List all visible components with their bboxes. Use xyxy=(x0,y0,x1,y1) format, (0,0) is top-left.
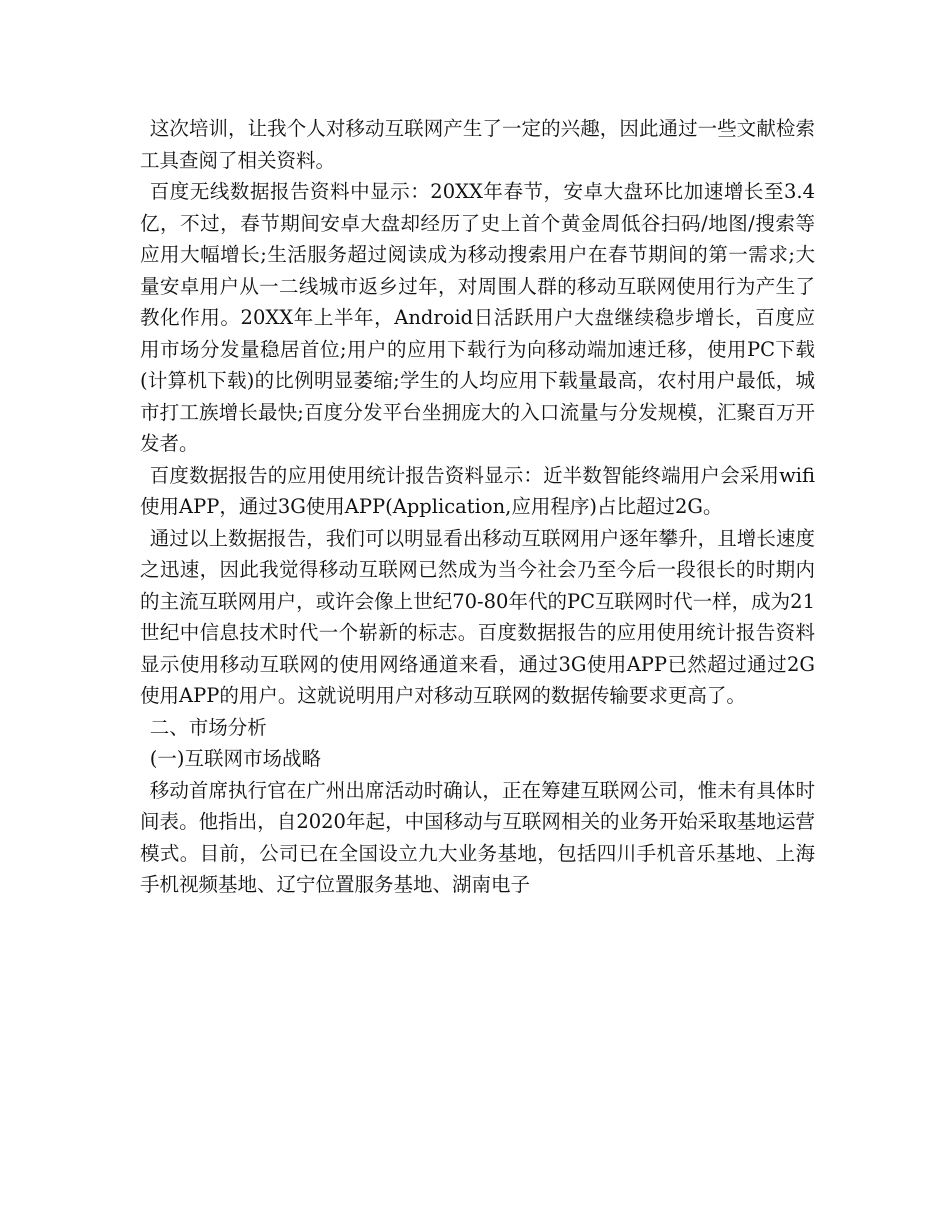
paragraph-training-interest: 这次培训，让我个人对移动互联网产生了一定的兴趣，因此通过一些文献检索工具查阅了相关资料。 xyxy=(140,117,815,172)
paragraph-baidu-wireless-report: 百度无线数据报告资料中显示：20XX年春节，安卓大盘环比加速增长至3.4亿，不过，春节期间安卓大盘却经历了史上首个黄金周低谷扫码/地图/搜索等应用大幅增长;生活服务超过阅读成为移动搜索用户在春节期间的第一需求;大量安卓用户从一二线城市返乡过年，对周围人群的移动互联网使用行为产生了教化作用。20XX年上半年，Android日活跃用户大盘继续稳步增长，百度应用市场分发量稳居首位;用户的应用下载行为向移动端加速迁移，使用PC下载(计算机下载)的比例明显萎缩;学生的人均应用下载量最高，农村用户最低，城市打工族增长最快;百度分发平台坐拥庞大的入口流量与分发规模，汇聚百万开发者。 xyxy=(140,180,815,455)
paragraph-china-mobile-strategy: 移动首席执行官在广州出席活动时确认，正在筹建互联网公司，惟未有具体时间表。他指出，自2020年起，中国移动与互联网相关的业务开始采取基地运营模式。目前，公司已在全国设立九大业务基地，包括四川手机音乐基地、上海手机视频基地、辽宁位置服务基地、湖南电子 xyxy=(140,778,815,896)
paragraph-app-usage-report: 百度数据报告的应用使用统计报告资料显示：近半数智能终端用户会采用wifi使用APP，通过3G使用APP(Application,应用程序)占比超过2G。 xyxy=(140,463,815,518)
document-page xyxy=(140,113,815,901)
subsection-heading-internet-strategy: (一)互联网市场战略 xyxy=(149,747,321,770)
section-heading-market-analysis: 二、市场分析 xyxy=(149,715,267,739)
paragraph-conclusion: 通过以上数据报告，我们可以明显看出移动互联网用户逐年攀升，且增长速度之迅速，因此我觉得移动互联网已然成为当今社会乃至今后一段很长的时期内的主流互联网用户，或许会像上世纪70-80年代的PC互联网时代一样，成为21世纪中信息技术时代一个崭新的标志。百度数据报告的应用使用统计报告资料显示使用移动互联网的使用网络通道来看，通过3G使用APP已然超过通过2G使用APP的用户。这就说明用户对移动互联网的数据传输要求更高了。 xyxy=(140,526,815,707)
